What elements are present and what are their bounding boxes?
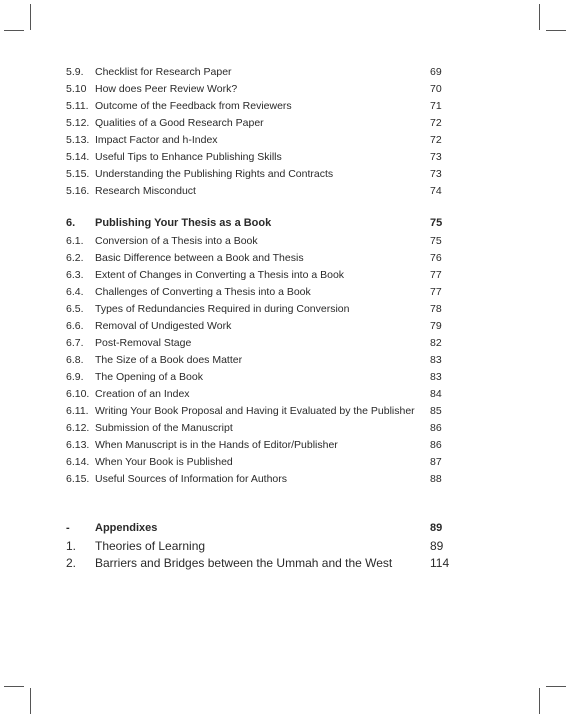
- toc-entry-number: 6.8.: [66, 354, 84, 366]
- toc-entry-number: 5.10: [66, 83, 87, 95]
- toc-entry-number: 6.: [66, 217, 76, 229]
- toc-entry-number: 6.6.: [66, 320, 84, 332]
- toc-entry[interactable]: [0, 555, 570, 571]
- toc-entry-number: 6.10.: [66, 388, 90, 400]
- toc-entry[interactable]: [0, 471, 570, 487]
- toc-entry[interactable]: [0, 520, 570, 536]
- toc-entry-number: 5.9.: [66, 66, 84, 78]
- toc-entry-title: Theories of Learning: [95, 539, 206, 553]
- toc-entry[interactable]: [0, 437, 570, 453]
- toc-entry-number: 6.13.: [66, 439, 90, 451]
- toc-entry-title: Useful Tips to Enhance Publishing Skills: [95, 151, 282, 163]
- toc-entry-number: 5.14.: [66, 151, 90, 163]
- toc-entry-number: 6.15.: [66, 473, 90, 485]
- toc-entry-title: When Manuscript is in the Hands of Editor/Publisher: [95, 439, 338, 451]
- toc-entry[interactable]: [0, 166, 570, 182]
- toc-entry-number: 6.9.: [66, 371, 84, 383]
- toc-entry[interactable]: [0, 335, 570, 351]
- toc-entry-page: 76: [430, 252, 442, 264]
- crop-mark: [539, 4, 540, 30]
- toc-entry-page: 83: [430, 354, 442, 366]
- toc-entry-number: 5.13.: [66, 134, 90, 146]
- toc-entry-page: 89: [430, 539, 444, 553]
- toc-entry-number: 6.11.: [66, 405, 89, 417]
- toc-entry-page: 77: [430, 286, 442, 298]
- toc-entry-page: 83: [430, 371, 442, 383]
- toc-entry-number: 6.12.: [66, 422, 90, 434]
- toc-entry-number: 6.2.: [66, 252, 84, 264]
- toc-entry[interactable]: [0, 454, 570, 470]
- toc-entry-title: Extent of Changes in Converting a Thesis into a Book: [95, 269, 345, 281]
- toc-entry-title: When Your Book is Published: [95, 456, 233, 468]
- toc-entry-title: Useful Sources of Information for Authors: [95, 473, 288, 485]
- toc-entry-number: 1.: [66, 539, 77, 553]
- toc-entry-title: Understanding the Publishing Rights and Contracts: [95, 168, 334, 180]
- toc-entry[interactable]: [0, 81, 570, 97]
- toc-entry[interactable]: [0, 267, 570, 283]
- toc-entry-title: Publishing Your Thesis as a Book: [95, 217, 272, 229]
- toc-entry-page: 71: [430, 100, 442, 112]
- toc-entry-number: 5.12.: [66, 117, 90, 129]
- toc-entry-title: Barriers and Bridges between the Ummah and the West: [95, 556, 393, 570]
- toc-entry-title: How does Peer Review Work?: [95, 83, 238, 95]
- crop-mark: [546, 686, 566, 687]
- toc-entry-title: Removal of Undigested Work: [95, 320, 232, 332]
- toc-entry-page: 72: [430, 117, 442, 129]
- toc-entry-page: 73: [430, 151, 442, 163]
- toc-entry[interactable]: [0, 183, 570, 199]
- toc-entry[interactable]: [0, 64, 570, 80]
- toc-entry-title: Submission of the Manuscript: [95, 422, 233, 434]
- toc-entry[interactable]: [0, 233, 570, 249]
- toc-entry-number: 6.3.: [66, 269, 84, 281]
- toc-entry-title: Challenges of Converting a Thesis into a Book: [95, 286, 311, 298]
- crop-mark: [539, 688, 540, 714]
- toc-entry-page: 78: [430, 303, 442, 315]
- crop-mark: [30, 688, 31, 714]
- toc-entry-title: Types of Redundancies Required in during Conversion: [95, 303, 350, 315]
- toc-entry-title: Creation of an Index: [95, 388, 190, 400]
- toc-entry[interactable]: [0, 386, 570, 402]
- toc-entry-page: 75: [430, 217, 443, 229]
- toc-entry-number: 6.5.: [66, 303, 84, 315]
- toc-entry-number: 6.1.: [66, 235, 84, 247]
- toc-entry[interactable]: [0, 301, 570, 317]
- toc-entry-title: Qualities of a Good Research Paper: [95, 117, 264, 129]
- toc-entry-page: 73: [430, 168, 442, 180]
- toc-entry-title: Conversion of a Thesis into a Book: [95, 235, 258, 247]
- toc-entry-title: Checklist for Research Paper: [95, 66, 232, 78]
- toc-entry[interactable]: [0, 215, 570, 231]
- toc-entry-page: 87: [430, 456, 442, 468]
- toc-entry[interactable]: [0, 352, 570, 368]
- crop-mark: [4, 30, 24, 31]
- crop-mark: [4, 686, 24, 687]
- toc-entry[interactable]: [0, 369, 570, 385]
- toc-entry[interactable]: [0, 420, 570, 436]
- toc-entry-page: 85: [430, 405, 442, 417]
- toc-entry-title: Outcome of the Feedback from Reviewers: [95, 100, 292, 112]
- toc-entry-page: 114: [430, 556, 450, 570]
- toc-entry-page: 74: [430, 185, 442, 197]
- toc-entry-page: 86: [430, 422, 442, 434]
- toc-entry[interactable]: [0, 149, 570, 165]
- crop-mark: [546, 30, 566, 31]
- toc-entry-title: Writing Your Book Proposal and Having it Evaluated by the Publisher: [95, 405, 415, 417]
- toc-entry[interactable]: [0, 284, 570, 300]
- toc-entry-number: 5.16.: [66, 185, 90, 197]
- toc-entry-number: 6.14.: [66, 456, 90, 468]
- toc-entry-title: Post-Removal Stage: [95, 337, 192, 349]
- toc-entry-page: 79: [430, 320, 442, 332]
- toc-entry-title: The Opening of a Book: [95, 371, 203, 383]
- toc-entry-title: Research Misconduct: [95, 185, 196, 197]
- toc-entry-title: The Size of a Book does Matter: [95, 354, 243, 366]
- toc-entry-number: 6.4.: [66, 286, 84, 298]
- toc-entry[interactable]: [0, 403, 570, 419]
- toc-entry-title: Appendixes: [95, 522, 158, 534]
- toc-entry-number: 5.15.: [66, 168, 90, 180]
- toc-entry-page: 84: [430, 388, 442, 400]
- toc-entry-page: 82: [430, 337, 442, 349]
- toc-entry-number: 5.11.: [66, 100, 89, 112]
- toc-entry-number: 2.: [66, 556, 77, 570]
- toc-entry[interactable]: [0, 318, 570, 334]
- toc-entry-title: Basic Difference between a Book and Thesis: [95, 252, 304, 264]
- toc-entry-page: 86: [430, 439, 442, 451]
- toc-entry[interactable]: [0, 115, 570, 131]
- toc-entry-page: 77: [430, 269, 442, 281]
- toc-entry-page: 72: [430, 134, 442, 146]
- toc-entry-page: 88: [430, 473, 442, 485]
- toc-entry[interactable]: [0, 132, 570, 148]
- toc-entry-number: -: [66, 522, 70, 534]
- toc-entry-page: 75: [430, 235, 442, 247]
- toc-entry-number: 6.7.: [66, 337, 84, 349]
- toc-entry[interactable]: [0, 250, 570, 266]
- toc-entry-page: 89: [430, 522, 443, 534]
- toc-entry-page: 69: [430, 66, 442, 78]
- toc-entry-page: 70: [430, 83, 442, 95]
- toc-entry[interactable]: [0, 538, 570, 554]
- toc-entry-title: Impact Factor and h-Index: [95, 134, 218, 146]
- crop-mark: [30, 4, 31, 30]
- toc-entry[interactable]: [0, 98, 570, 114]
